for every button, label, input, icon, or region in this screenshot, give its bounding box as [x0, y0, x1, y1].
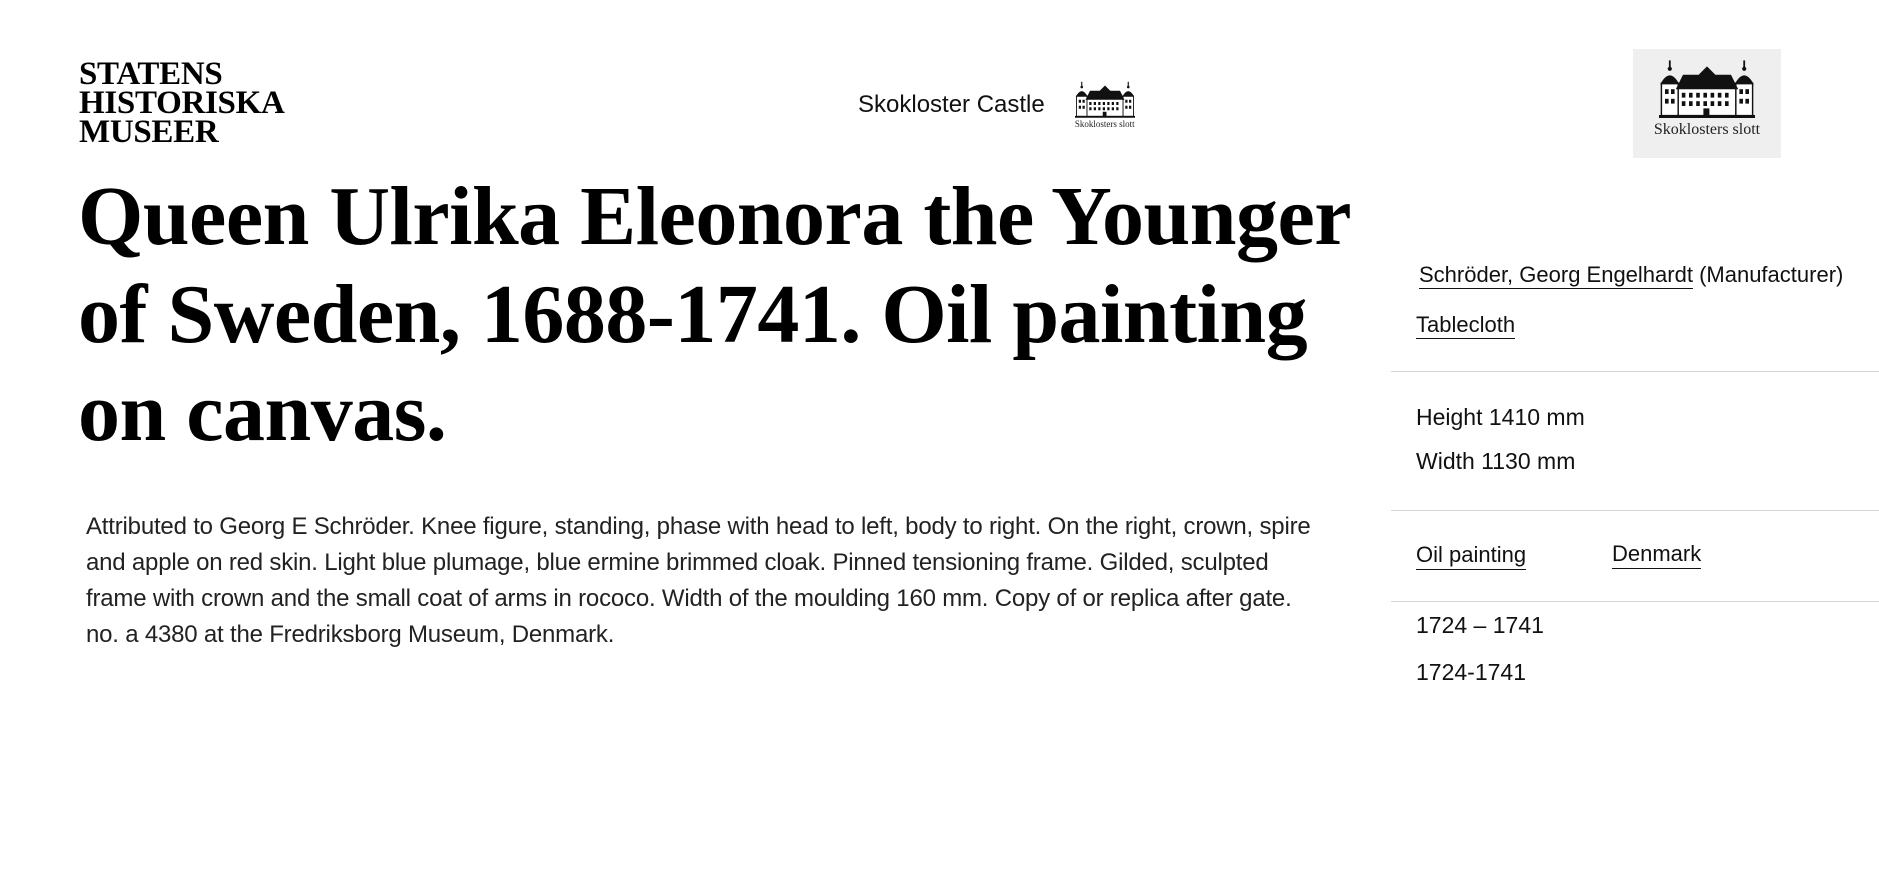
- width-measurement: Width 1130 mm: [1416, 448, 1576, 474]
- place-link[interactable]: Denmark: [1612, 541, 1701, 569]
- object-title: Queen Ulrika Eleonora the Younger of Sweden, 1688-1741. Oil painting on canvas.: [78, 170, 1350, 459]
- logo-line-2: HISTORISKA: [79, 85, 285, 121]
- castle-badge-logo: [1633, 49, 1781, 139]
- castle-badge-caption: Skoklosters slott: [1653, 121, 1761, 138]
- divider: [1391, 510, 1879, 511]
- date-text: 1724-1741: [1416, 659, 1526, 685]
- manufacturer-role: (Manufacturer): [1699, 262, 1844, 287]
- object-type-row: [1416, 312, 1515, 338]
- castle-badge[interactable]: [1633, 49, 1781, 158]
- date-range: 1724 – 1741: [1416, 612, 1544, 638]
- collection-name: Skokloster Castle: [858, 90, 1045, 118]
- castle-icon: [1075, 80, 1135, 118]
- divider: [1391, 601, 1879, 602]
- manufacturer-row: [1419, 262, 1843, 288]
- object-description: Attributed to Georg E Schröder. Knee figure, standing, phase with head to left, body to right. On the right, crown, spire and apple on red skin. Light blue plumage, blue ermine brimmed cloak. Pinned tensioning frame. Gilded, sculpted frame with crown and the small coat of arms in rococo. Width of the moulding 160 mm. Copy of or replica after gate. no. a 4380 at the Fredriksborg Museum, Denmark.: [86, 513, 1311, 648]
- object-type-link[interactable]: Tablecloth: [1416, 312, 1516, 337]
- castle-icon: [1659, 57, 1755, 119]
- castle-logo: [1075, 80, 1135, 129]
- divider: [1391, 371, 1879, 372]
- museum-logo[interactable]: [79, 56, 285, 150]
- technique-link[interactable]: Oil painting: [1416, 542, 1526, 570]
- height-measurement: Height 1410 mm: [1416, 404, 1585, 430]
- logo-line-3: MUSEER: [79, 114, 219, 150]
- logo-line-1: STATENS: [79, 56, 223, 92]
- manufacturer-link[interactable]: Schröder, Georg Engelhardt: [1419, 262, 1693, 287]
- collection-header[interactable]: [858, 80, 1135, 129]
- castle-logo-caption: Skoklosters slott: [1074, 119, 1135, 129]
